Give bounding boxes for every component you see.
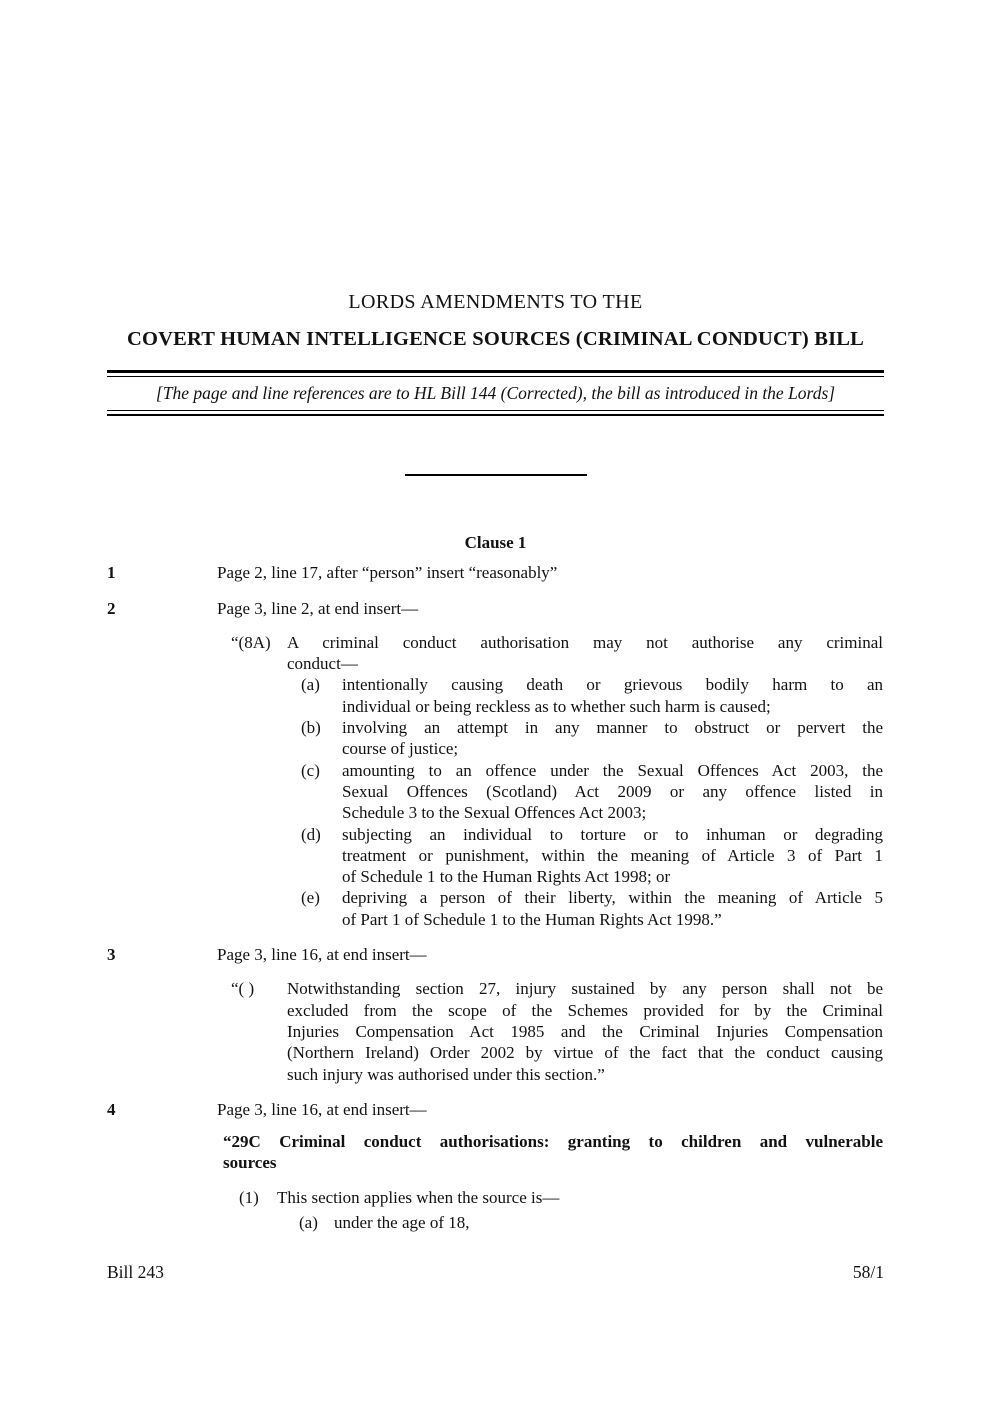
- subsection-text: Notwithstanding section 27, injury sustained by any person shall not be excluded from the scope of the Schemes provided for by the Criminal Injuries Compensation Act 1985 and the Criminal Injuries Compensation (Northern Ireland) Order 2002 by virtue of the fact that the conduct causing such injury was authorised under this section.”: [287, 979, 883, 1084]
- amendment-number: 3: [107, 945, 116, 965]
- list-item-e: [301, 887, 884, 930]
- list-item-a: [301, 674, 884, 717]
- amendments-list: [107, 562, 884, 1233]
- list-item-marker: (b): [301, 718, 321, 738]
- list-item-text: involving an attempt in any manner to obstruct or pervert the course of justice;: [342, 718, 883, 759]
- amendment-body: [217, 562, 884, 583]
- subsection-1-item-a: [299, 1212, 884, 1233]
- reference-note-box: [107, 370, 884, 416]
- reference-note: [The page and line references are to HL Bill 144 (Corrected), the bill as introduced in the Lords]: [155, 382, 836, 403]
- subsection-1: [239, 1187, 884, 1208]
- inserted-section-heading-29C: “29C Criminal conduct authorisations: granting to children and vulnerable sources: [223, 1132, 883, 1173]
- list-item-b: [301, 717, 884, 760]
- amendment-number: 4: [107, 1099, 116, 1119]
- amendment-body: [217, 944, 884, 1085]
- footer-sheet-number: 58/1: [852, 1262, 884, 1282]
- subsection-text: This section applies when the source is—: [277, 1187, 560, 1207]
- amendment-lead: Page 3, line 16, at end insert—: [217, 945, 427, 965]
- amendment-number: 2: [107, 598, 116, 618]
- list-item-text: depriving a person of their liberty, within the meaning of Article 5 of Part 1 of Schedule 1 to the Human Rights Act 1998.”: [342, 888, 883, 929]
- inserted-subsection-blank: [231, 978, 884, 1084]
- list-item-marker: (e): [301, 888, 320, 908]
- list-item-text: intentionally causing death or grievous bodily harm to an individual or being reckless as to whether such harm is caused;: [342, 675, 883, 716]
- list-item-d: [301, 824, 884, 888]
- amendment-4: [107, 1099, 884, 1233]
- section-divider-rule: [405, 474, 587, 476]
- list-item-text: amounting to an offence under the Sexual Offences Act 2003, the Sexual Offences (Scotland) Act 2009 or any offence listed in Schedule 3 to the Sexual Offences Act 2003;: [342, 760, 883, 823]
- list-item-marker: (c): [301, 760, 320, 780]
- list-item-marker: (a): [299, 1213, 318, 1233]
- footer-bill-number: Bill 243: [107, 1262, 164, 1282]
- document-supertitle: LORDS AMENDMENTS TO THE: [348, 291, 643, 313]
- list-item-marker: (d): [301, 824, 321, 844]
- clause-heading: Clause 1: [464, 533, 527, 552]
- amendment-lead: Page 2, line 17, after “person” insert “reasonably”: [217, 563, 558, 583]
- document-title: COVERT HUMAN INTELLIGENCE SOURCES (CRIMINAL CONDUCT) BILL: [126, 328, 865, 350]
- amendment-lead: Page 3, line 2, at end insert—: [217, 598, 419, 618]
- amendment-2: [107, 598, 884, 930]
- subsection-marker: “(8A): [231, 632, 271, 652]
- amendment-lead: Page 3, line 16, at end insert—: [217, 1099, 427, 1119]
- subsection-marker: “( ): [231, 979, 255, 999]
- list-item-text: subjecting an individual to torture or to inhuman or degrading treatment or punishment, within the meaning of Article 3 of Part 1 of Schedule 1 to the Human Rights Act 1998; or: [342, 824, 883, 887]
- inserted-subsection-8A: [231, 632, 884, 675]
- list-item-c: [301, 760, 884, 824]
- amendment-1: [107, 562, 884, 583]
- subsection-text: A criminal conduct authorisation may not authorise any criminal conduct—: [287, 632, 883, 674]
- amendment-3: [107, 944, 884, 1085]
- amendment-number: 1: [107, 563, 116, 583]
- page-footer: [107, 1262, 884, 1283]
- amendment-body: [217, 598, 884, 930]
- amendment-body: [217, 1099, 884, 1233]
- list-item-text: under the age of 18,: [334, 1213, 470, 1233]
- subsection-marker: (1): [239, 1187, 259, 1207]
- bottom-rule-thick: [107, 414, 884, 417]
- list-item-marker: (a): [301, 675, 320, 695]
